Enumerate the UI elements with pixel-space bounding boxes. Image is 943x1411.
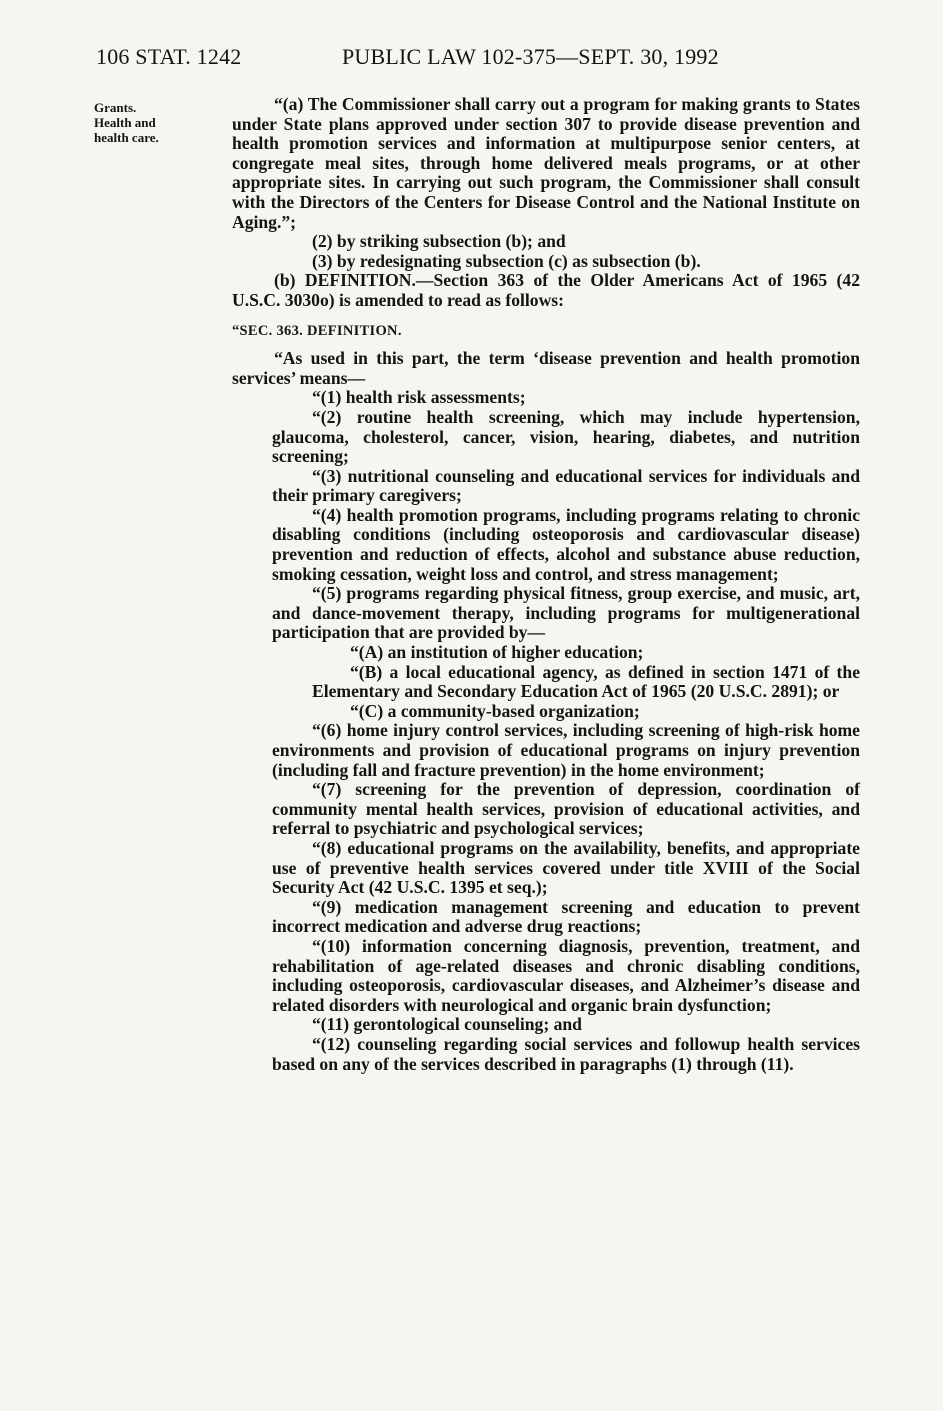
- list-subitem-a: “(A) an institution of higher education;: [350, 642, 644, 663]
- section-heading: “SEC. 363. DEFINITION.: [232, 322, 402, 339]
- paragraph-subsection-a: “(a) The Commissioner shall carry out a program for making grants to States under State plans approved under section 307 to provide disease prevention and health promotion services and information at multipurpose senior centers, at congregate meal sites, through home delivered meals programs, or at other appropriate sites. In carrying out such program, the Commissioner shall consult with the Directors of the Centers for Disease Control and the National Institute on Aging.”;: [232, 94, 860, 232]
- list-item-2: “(2) routine health screening, which may include hypertension, glaucoma, cholesterol, cancer, vision, hearing, diabetes, and nutrition screening;: [272, 406, 860, 467]
- list-item-3: “(3) nutritional counseling and educational services for individuals and their primary caregivers;: [272, 465, 860, 506]
- list-item-9: “(9) medication management screening and education to prevent incorrect medication and adverse drug reactions;: [272, 896, 860, 937]
- list-item-11: “(11) gerontological counseling; and: [312, 1014, 582, 1035]
- list-item-7: “(7) screening for the prevention of depression, coordination of community mental health services, provision of educational activities, and referral to psychiatric and psychological services;: [272, 779, 860, 839]
- margin-note: health care.: [94, 130, 159, 145]
- list-item-10: “(10) information concerning diagnosis, prevention, treatment, and rehabilitation of age-related diseases and chronic disabling conditions, including osteoporosis, cardiovascular diseases, and Alzheimer’s disease and related disorders with neurological and organic brain dysfunction;: [272, 935, 860, 1015]
- body-text: [232, 95, 860, 1074]
- list-item-1: “(1) health risk assessments;: [312, 387, 526, 408]
- public-law-reference: PUBLIC LAW 102-375—SEPT. 30, 1992: [342, 44, 719, 69]
- list-item-12: “(12) counseling regarding social services and followup health services based on any of the services described in paragraphs (1) through (11).: [272, 1033, 860, 1074]
- margin-notes: [94, 100, 214, 145]
- list-item-6: “(6) home injury control services, including screening of high-risk home environments and provision of educational programs on injury prevention (including fall and fracture prevention) in the home environment;: [272, 720, 860, 780]
- paragraph-amendment-2: (2) by striking subsection (b); and: [312, 231, 566, 252]
- list-subitem-b: “(B) a local educational agency, as defined in section 1471 of the Elementary and Secondary Education Act of 1965 (20 U.S.C. 2891); or: [312, 661, 860, 702]
- list-item-4: “(4) health promotion programs, including programs relating to chronic disabling conditions (including osteoporosis and cardiovascular disease) prevention and reduction of effects, alcohol and substance abuse reduction, smoking cessation, weight loss and control, and stress management;: [272, 504, 860, 584]
- margin-note: Grants.: [94, 100, 137, 115]
- running-head: [96, 44, 896, 84]
- margin-note: Health and: [94, 115, 156, 130]
- list-item-8: “(8) educational programs on the availability, benefits, and appropriate use of preventive health services covered under title XVIII of the Social Security Act (42 U.S.C. 1395 et seq.);: [272, 837, 860, 898]
- paragraph-amendment-3: (3) by redesignating subsection (c) as subsection (b).: [312, 250, 701, 271]
- statute-page-reference: 106 STAT. 1242: [96, 44, 242, 69]
- list-item-5: “(5) programs regarding physical fitness, group exercise, and music, art, and dance-movement therapy, including programs for multigenerational participation that are provided by—: [272, 583, 860, 643]
- list-subitem-c: “(C) a community-based organization;: [350, 700, 640, 721]
- paragraph-definition-intro: “As used in this part, the term ‘disease prevention and health promotion services’ means—: [232, 348, 860, 388]
- paragraph-definition-amendment: (b) DEFINITION.—Section 363 of the Older Americans Act of 1965 (42 U.S.C. 3030o) is amended to read as follows:: [232, 270, 860, 310]
